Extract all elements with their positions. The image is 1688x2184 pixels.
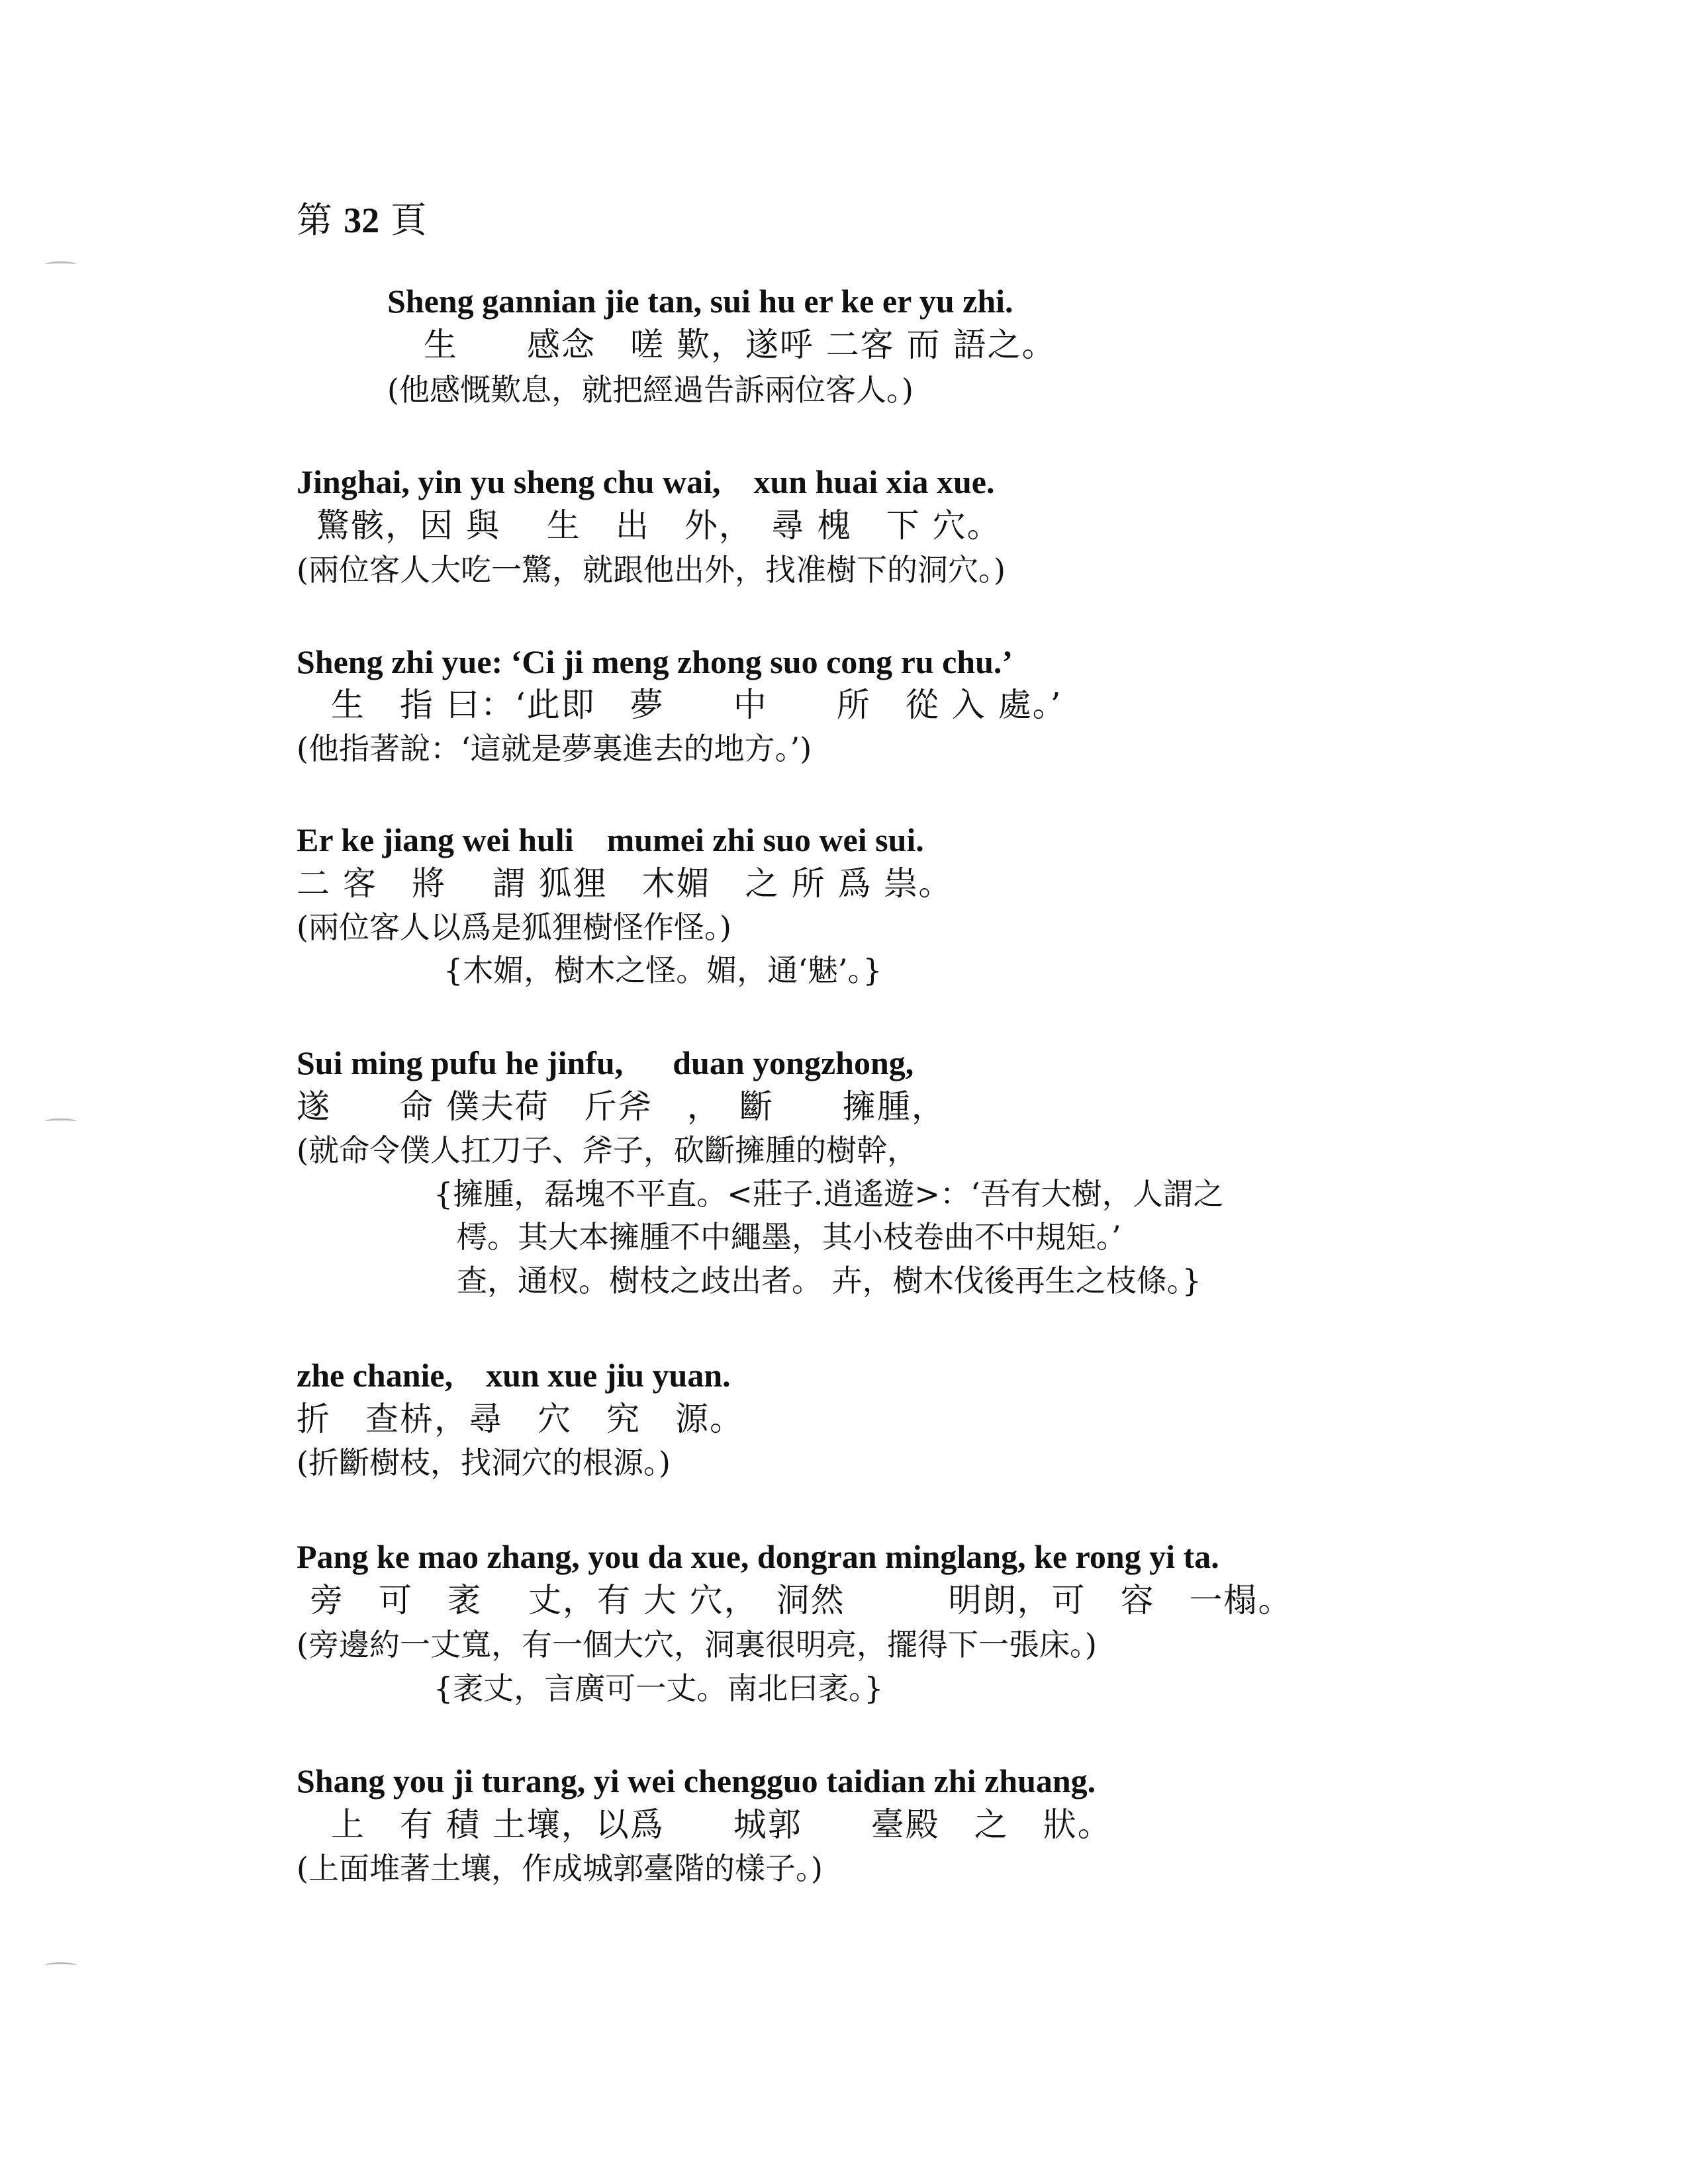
translation-line: (就命令僕人扛刀子、斧子，砍斷擁腫的樹幹， <box>297 1132 917 1168</box>
hanzi-line: 旁 可 袤 丈，有 大 穴， 洞然 明朗，可 容 一榻。 <box>310 1581 1293 1619</box>
hanzi-line: 二 客 將 謂 狐狸 木媚 之 所 爲 祟。 <box>297 864 953 903</box>
hanzi-line: 遂 命 僕夫荷 斤斧 ， 斷 擁腫， <box>297 1087 946 1126</box>
scan-mark <box>45 1118 77 1124</box>
page-number <box>297 192 426 243</box>
translation-line: (上面堆著土壤，作成城郭臺階的樣子。) <box>297 1850 823 1886</box>
translation-line: (他指著說：‘這就是夢裏進去的地方。’) <box>297 731 812 766</box>
annotation-note: 查，通杈。樹枝之歧出者。 卉，樹木伐後再生之枝條。} <box>457 1263 1201 1298</box>
translation-line: (兩位客人以爲是狐狸樹怪作怪。) <box>297 909 731 945</box>
hanzi-line: 上 有 積 土壤，以爲 城郭 臺殿 之 狀。 <box>331 1805 1112 1844</box>
hanzi-line: 生 感念 嗟 歎，遂呼 二客 而 語之。 <box>424 326 1056 364</box>
annotation-note: 樗。其大本擁腫不中繩墨，其小枝卷曲不中規矩。’ <box>457 1219 1121 1255</box>
hanzi-line: 折 查枿，尋 穴 究 源。 <box>297 1400 744 1438</box>
pinyin-line: Er ke jiang wei huli mumei zhi suo wei sui. <box>297 821 924 858</box>
pinyin-line: Pang ke mao zhang, you da xue, dongran minglang, ke rong yi ta. <box>297 1538 1219 1575</box>
hanzi-line: 生 指 曰：‘此即 夢 中 所 從 入 處。’ <box>331 686 1062 724</box>
annotation-note: {擁腫，磊塊不平直。<莊子.逍遙遊>：‘吾有大樹，人謂之 <box>434 1176 1224 1212</box>
translation-line: (旁邊約一丈寬，有一個大穴，洞裏很明亮，擺得下一張床。) <box>297 1627 1097 1662</box>
pinyin-line: Sui ming pufu he jinfu, duan yongzhong, <box>297 1044 914 1081</box>
scan-mark <box>45 261 77 267</box>
page-label: 第 <box>297 199 332 241</box>
translation-line: (折斷樹枝，找洞穴的根源。) <box>297 1445 671 1480</box>
scan-mark <box>45 1962 77 1968</box>
translation-line: (他感慨歎息，就把經過告訴兩位客人。) <box>387 372 914 408</box>
annotation-note: {袤丈，言廣可一丈。南北曰袤。} <box>434 1670 884 1706</box>
page-number-value: 32 <box>344 201 380 240</box>
annotation-note: {木媚，樹木之怪。媚，通‘魅’。} <box>444 952 882 988</box>
pinyin-line: Jinghai, yin yu sheng chu wai, xun huai xia xue. <box>297 463 995 500</box>
pinyin-line: Sheng zhi yue: ‘Ci ji meng zhong suo cong ru chu.’ <box>297 643 1013 680</box>
page-unit: 頁 <box>391 199 427 241</box>
pinyin-line: Sheng gannian jie tan, sui hu er ke er yu zhi. <box>387 283 1013 320</box>
translation-line: (兩位客人大吃一驚，就跟他出外，找准樹下的洞穴。) <box>297 552 1006 588</box>
pinyin-line: zhe chanie, xun xue jiu yuan. <box>297 1357 731 1394</box>
hanzi-line: 驚骸，因 與 生 出 外， 尋 槐 下 穴。 <box>316 506 1002 545</box>
pinyin-line: Shang you ji turang, yi wei chengguo taidian zhi zhuang. <box>297 1762 1096 1799</box>
